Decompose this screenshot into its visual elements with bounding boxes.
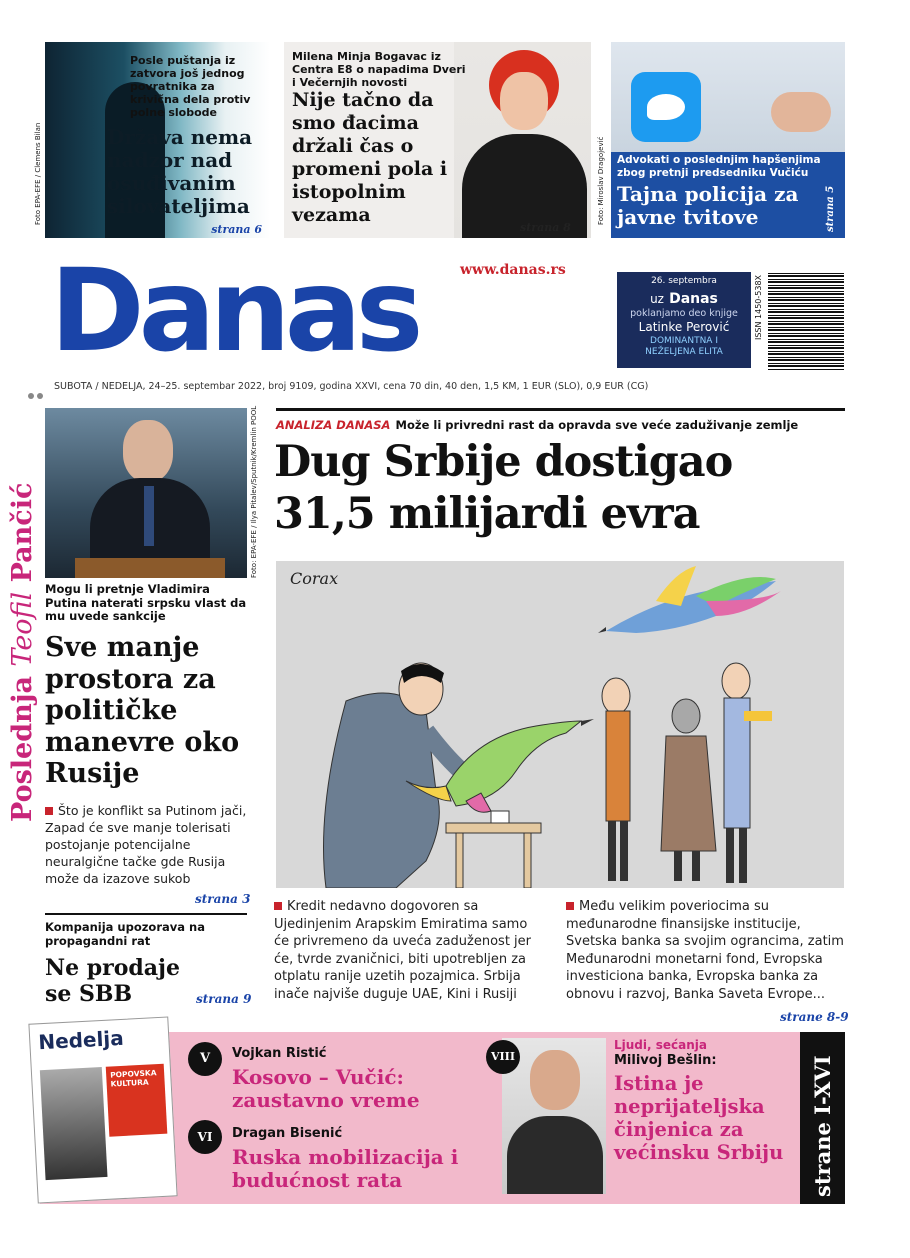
portrait-photo [454, 42, 591, 238]
promo-date: 26. septembra [651, 276, 717, 286]
sidebar-story-1-kicker: Mogu li pretnje Vladimira Putina naterati srpsku vlast da mu uvede sankcije [45, 582, 247, 623]
feature-head [530, 1050, 580, 1110]
cartoon-table [446, 823, 541, 888]
bird-icon [647, 94, 685, 120]
promo-line1: poklanjamo deo knjige [630, 308, 738, 319]
supp-item-2-title[interactable]: Ruska mobilizacija i budućnost rata [232, 1145, 459, 1192]
lead-headline[interactable]: Dug Srbije dostigao 31,5 milijardi evra [274, 437, 733, 539]
lead-body-col2: Među velikim poveriocima su međunarodne finansijske institucije, Svetska banka sa svojim ograncima, zatim Međunarodni monetarni fond, Evropska investiciona banka, Evropska banka za obnovu i razvoj, Banka Saveta Evrope... [566, 899, 844, 1002]
cartoon-signature: Corax [290, 569, 339, 588]
lectern [75, 558, 225, 578]
supplement-side-label: strane I-XVI [810, 1055, 835, 1197]
top-story-1[interactable] [45, 42, 270, 238]
putin-head [123, 420, 173, 482]
top-story-1-headline: Država nema nadzor nad osuđivanim silovateljima [107, 125, 253, 218]
putin-photo[interactable] [45, 408, 247, 578]
top-story-3[interactable] [611, 42, 845, 238]
supp-item-1-title[interactable]: Kosovo – Vučić: zaustavno vreme [232, 1065, 420, 1112]
corax-cartoon[interactable] [276, 561, 844, 888]
lead-kicker-row [276, 414, 845, 433]
cover-section: POPOVSKA KULTURA [106, 1064, 168, 1137]
masthead-logo[interactable]: Danas [50, 244, 418, 377]
masthead-url[interactable]: www.danas.rs [460, 262, 566, 278]
columnist-first-name: Teofil [7, 591, 38, 667]
person-left [602, 678, 630, 881]
supp-item-1-badge: V [188, 1042, 222, 1076]
feature-section: Ljudi, sećanja [614, 1038, 707, 1052]
putin-tie [144, 486, 154, 546]
top-story-2-page[interactable]: strana 8 [520, 221, 571, 234]
sidebar-story-1-body: Što je konflikt sa Putinom jači, Zapad će sve manje tolerisati postojanje potencijalne neuralgične tačke gde Rusija može da izazove sukob [45, 803, 247, 886]
supp-item-1-author: Vojkan Ristić [232, 1046, 327, 1061]
finger [771, 92, 831, 132]
lead-label: ANALIZA DANASA [276, 418, 391, 432]
photo-credit-1: Foto EPA-EFE / Clemens Bilan [34, 122, 42, 225]
person-right [722, 663, 772, 883]
dateline: SUBOTA / NEDELJA, 24–25. septembar 2022, broj 9109, godina XXVI, cena 70 din, 40 den, 1,5 KM, 1 EUR (SLO), 0,9 EUR (CG) [54, 381, 649, 392]
twitter-app-icon [631, 72, 701, 142]
promo-uz: uz [650, 292, 664, 306]
promo-author: Latinke Perović [638, 320, 730, 334]
columnist-label: Poslednja [7, 676, 38, 822]
top-story-2[interactable] [284, 42, 591, 238]
top-story-3-kicker: Advokati o poslednjim hapšenjima zbog pretnji predsedniku Vučiću [617, 154, 821, 179]
barcode [768, 272, 844, 370]
sidebar-story-2-kicker: Kompanija upozorava na propagandni rat [45, 920, 205, 948]
promo-title: DOMINANTNA I NEŽELJENA ELITA [645, 336, 723, 357]
supplement-side-tab[interactable] [800, 1032, 845, 1204]
person-middle [661, 699, 716, 881]
lead-body-col1: Kredit nedavno dogovoren sa Ujedinjenim Arapskim Emiratima samo će privremeno da uveća zaduženost jer će, tvrde zvaničnici, biti upotrebljen za otplatu ranije uzetih pozajmica. Srbija inače najviše duguje UAE, Kini i Rusiji [274, 899, 532, 1002]
cartoon-drawing [276, 561, 844, 888]
top-story-1-page[interactable]: strana 6 [211, 223, 262, 236]
supplement-cover[interactable] [28, 1016, 177, 1203]
sidebar-story-2-page[interactable]: strana 9 [196, 992, 252, 1006]
top-story-2-kicker: Milena Minja Bogavac iz Centra E8 o napadima Dveri i Večernjih novosti [292, 50, 466, 89]
feature-author: Milivoj Bešlin: [614, 1053, 717, 1068]
photo-credit-2: Foto: Miroslav Dragojević [597, 136, 605, 225]
top-story-2-headline: Nije tačno da smo đacima držali čas o promeni pola i istopolnim vezama [292, 89, 448, 226]
promo-box[interactable] [617, 272, 751, 368]
lead-top-rule [276, 408, 845, 411]
portrait-face [500, 72, 548, 130]
cover-photo [40, 1067, 108, 1180]
cover-title: Nedelja [37, 1025, 125, 1055]
issn-label: ISSN 1450-538X [754, 274, 763, 340]
supp-item-2-author: Dragan Bisenić [232, 1126, 343, 1141]
sidebar-divider [45, 913, 247, 915]
sidebar-story-1-headline[interactable]: Sve manje prostora za političke manevre oko Rusije [45, 632, 240, 789]
feature-body [507, 1116, 603, 1194]
supp-item-2-badge: VI [188, 1120, 222, 1154]
promo-brand: Danas [669, 291, 718, 307]
feature-badge: VIII [486, 1040, 520, 1074]
flying-bird [598, 566, 781, 633]
top-story-1-kicker: Posle puštanja iz zatvora još jednog povratnika za krivična dela protiv polne slobode [130, 54, 251, 119]
columnist-last-name: Pančić [7, 482, 38, 583]
top-story-3-headline: Tajna policija za javne tvitove [617, 182, 799, 229]
sidebar-story-2-headline[interactable]: Ne prodaje se SBB [45, 955, 181, 1007]
feature-title[interactable]: Istina je neprijateljska činjenica za većinsku Srbiju [614, 1072, 784, 1164]
lead-page[interactable]: strane 8-9 [780, 1010, 849, 1024]
photo-credit-putin: Foto: EPA-EFE / Ilya Pitalev/Sputnik/Kremlin POOL [250, 405, 258, 578]
phone-photo [611, 42, 845, 152]
columnist-banner[interactable] [0, 402, 40, 822]
lead-kicker: Može li privredni rast da opravda sve veće zaduživanje zemlje [395, 418, 799, 432]
dateline-dots [28, 384, 48, 392]
sidebar-story-1-page[interactable]: strana 3 [195, 892, 251, 906]
top-story-3-page[interactable]: strana 5 [825, 185, 836, 232]
